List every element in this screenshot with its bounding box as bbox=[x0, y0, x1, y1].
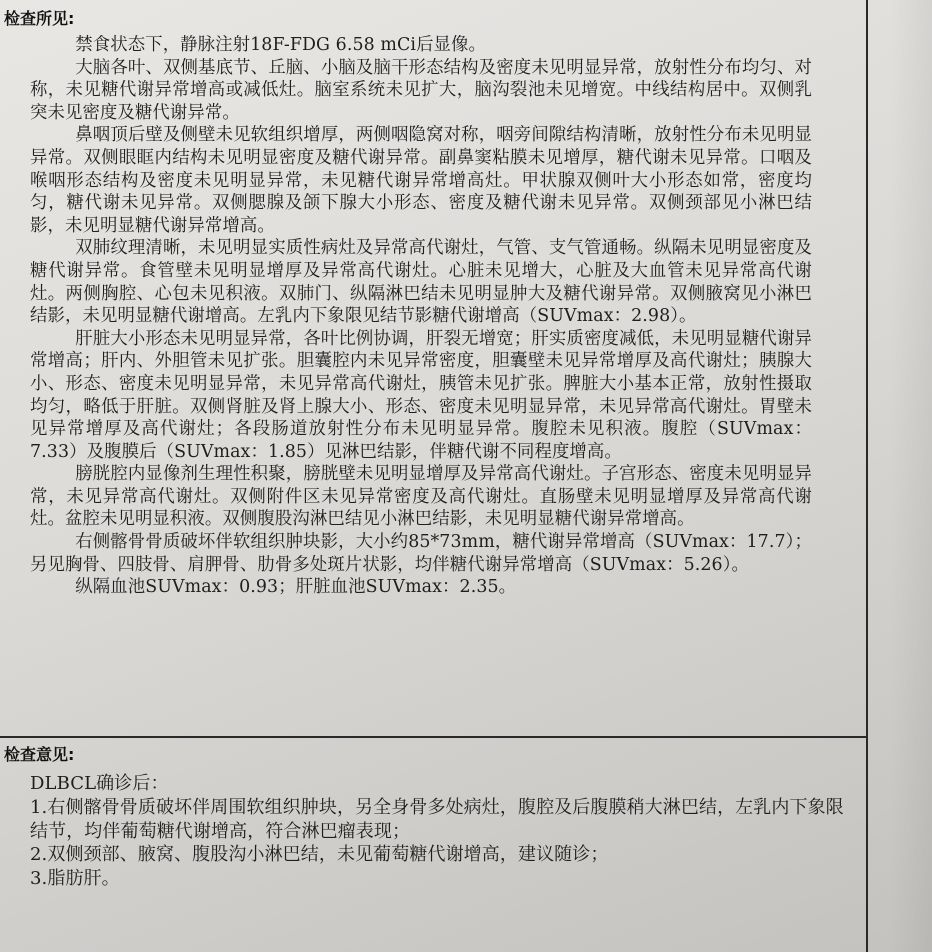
findings-paragraph: 大脑各叶、双侧基底节、丘脑、小脑及脑干形态结构及密度未见明显异常，放射性分布均匀、对称，未见糖代谢异常增高或减低灶。脑室系统未见扩大，脑沟裂池未见增宽。中线结构居中。双侧乳突未见密度及糖代谢异常。 bbox=[30, 57, 812, 123]
table-border-right bbox=[866, 0, 868, 952]
opinion-heading: 检查意见: bbox=[4, 745, 75, 764]
findings-heading: 检查所见: bbox=[4, 9, 75, 28]
section-divider bbox=[0, 736, 866, 738]
findings-paragraph: 肝脏大小形态未见明显异常，各叶比例协调，肝裂无增宽；肝实质密度减低，未见明显糖代谢异常增高；肝内、外胆管未见扩张。胆囊腔内未见异常密度，胆囊壁未见异常增厚及高代谢灶；胰腺大小、形态、密度未见明显异常，未见异常高代谢灶，胰管未见扩张。脾脏大小基本正常，放射性摄取均匀，略低于肝脏。双侧肾脏及肾上腺大小、形态、密度未见明显异常，未见异常高代谢灶。胃壁未见异常增厚及高代谢灶；各段肠道放射性分布未见明显异常。腹腔未见积液。腹腔（SUVmax：7.33）及腹膜后（SUVmax：1.85）见淋巴结影，伴糖代谢不同程度增高。 bbox=[30, 328, 812, 462]
findings-paragraph: 膀胱腔内显像剂生理性积聚，膀胱壁未见明显增厚及异常高代谢灶。子宫形态、密度未见明显异常，未见异常高代谢灶。双侧附件区未见异常密度及高代谢灶。直肠壁未见明显增厚及异常高代谢灶。盆腔未见明显积液。双侧腹股沟淋巴结见小淋巴结影，未见明显糖代谢异常增高。 bbox=[30, 464, 812, 530]
findings-paragraph: 禁食状态下，静脉注射18F-FDG 6.58 mCi后显像。 bbox=[75, 35, 487, 55]
opinion-item: 3.脂肪肝。 bbox=[30, 868, 120, 890]
findings-paragraph: 双肺纹理清晰，未见明显实质性病灶及异常高代谢灶，气管、支气管通畅。纵隔未见明显密度及糖代谢异常。食管壁未见明显增厚及异常高代谢灶。心脏未见增大，心脏及大血管未见异常高代谢灶。两侧胸腔、心包未见积液。双肺门、纵隔淋巴结未见明显肿大及糖代谢异常。双侧腋窝见小淋巴结影，未见明显糖代谢增高。左乳内下象限见结节影糖代谢增高（SUVmax：2.98）。 bbox=[30, 238, 812, 327]
opinion-item: 1.右侧髂骨骨质破坏伴周围软组织肿块，另全身骨多处病灶，腹腔及后腹膜稍大淋巴结，左乳内下象限结节，均伴葡萄糖代谢增高，符合淋巴瘤表现； bbox=[30, 796, 844, 842]
findings-paragraph: 鼻咽顶后壁及侧壁未见软组织增厚，两侧咽隐窝对称，咽旁间隙结构清晰，放射性分布未见明显异常。双侧眼眶内结构未见明显密度及糖代谢异常。副鼻窦粘膜未见增厚，糖代谢未见异常。口咽及喉咽形态结构及密度未见明显异常，未见糖代谢异常增高灶。甲状腺双侧叶大小形态如常，密度均匀，糖代谢未见异常。双侧腮腺及颌下腺大小形态、密度及糖代谢未见异常。双侧颈部见小淋巴结影，未见明显糖代谢异常增高。 bbox=[30, 125, 812, 236]
findings-paragraph: 右侧髂骨骨质破坏伴软组织肿块影，大小约85*73mm，糖代谢异常增高（SUVmax：17.7）；另见胸骨、四肢骨、肩胛骨、肋骨多处斑片状影，均伴糖代谢异常增高（SUVmax：5.26）。 bbox=[30, 532, 812, 575]
opinion-body bbox=[30, 772, 850, 891]
page-shadow bbox=[890, 0, 932, 952]
findings-paragraph: 纵隔血池SUVmax：0.93；肝脏血池SUVmax：2.35。 bbox=[75, 577, 517, 598]
findings-body bbox=[30, 34, 812, 599]
opinion-item: 2.双侧颈部、腋窝、腹股沟小淋巴结，未见葡萄糖代谢增高，建议随诊； bbox=[30, 844, 609, 866]
opinion-intro: DLBCL确诊后： bbox=[30, 773, 169, 794]
